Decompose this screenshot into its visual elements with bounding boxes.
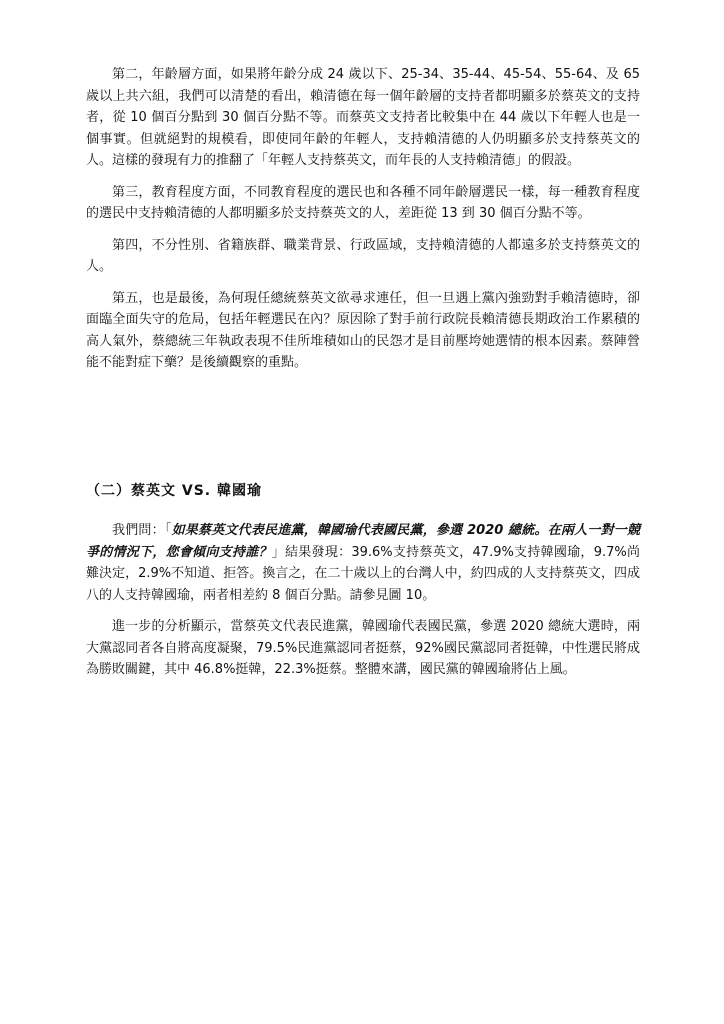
section1-body [86,64,640,384]
section-heading: （二）蔡英文 VS. 韓國瑜 [86,483,262,499]
paragraph-age-groups: 第二，年齡層方面，如果將年齡分成 24 歲以下、25-34、35-44、45-54、55-64、及 65 歲以上共六組，我們可以清楚的看出，賴清德在每一個年齡層的支持者都明顯多於蔡英文的支持者，從 10 個百分點到 30 個百分點不等。而蔡英文支持者比較集中在 44 歲以下年輕人也是一個事實。但就絕對的規模看，即使同年齡的年輕人，支持賴清德的人仍明顯多於支持蔡英文的人。這樣的發現有力的推翻了「年輕人支持蔡英文，而年長的人支持賴清德」的假設。 [86,67,640,168]
paragraph-poll-question [86,520,640,606]
paragraph-demographics: 第四，不分性別、省籍族群、職業背景、行政區域，支持賴清德的人都遠多於支持蔡英文的人。 [86,237,640,274]
paragraph-analysis: 進一步的分析顯示，當蔡英文代表民進黨，韓國瑜代表國民黨，參選 2020 總統大選時，兩大黨認同者各自將高度凝聚，79.5%民進黨認同者挺蔡，92%國民黨認同者挺韓，中性選民將成為勝敗關鍵，其中 46.8%挺韓，22.3%挺蔡。整體來講，國民黨的韓國瑜將佔上風。 [86,619,640,677]
question-result: 」結果發現：39.6%支持蔡英文，47.9%支持韓國瑜，9.7%尚難決定，2.9%不知道、拒答。換言之，在二十歲以上的台灣人中，約四成的人支持蔡英文，四成八的人支持韓國瑜，兩者相差約 8 個百分點。請參見圖 10。 [86,544,640,603]
paragraph-education: 第三，教育程度方面，不同教育程度的選民也和各種不同年齡層選民一樣，每一種教育程度的選民中支持賴清德的人都明顯多於支持蔡英文的人，差距從 13 到 30 個百分點不等。 [86,184,640,221]
section2-body [86,520,640,691]
question-prefix: 我們問：「 [112,523,172,538]
paragraph-conclusion: 第五，也是最後，為何現任總統蔡英文欲尋求連任，但一旦遇上黨內強勁對手賴清德時，卻面臨全面失守的危局，包括年輕選民在內？原因除了對手前行政院長賴清德長期政治工作累積的高人氣外，蔡總統三年執政表現不佳所堆積如山的民怨才是目前壓垮她選情的根本因素。蔡陣營能不能對症下藥？是後續觀察的重點。 [86,290,640,370]
poll-question-text: 如果蔡英文代表民進黨，韓國瑜代表國民黨，參選 2020 總統。在兩人一對一競爭的情況下，您會傾向支持誰？ [86,523,640,560]
